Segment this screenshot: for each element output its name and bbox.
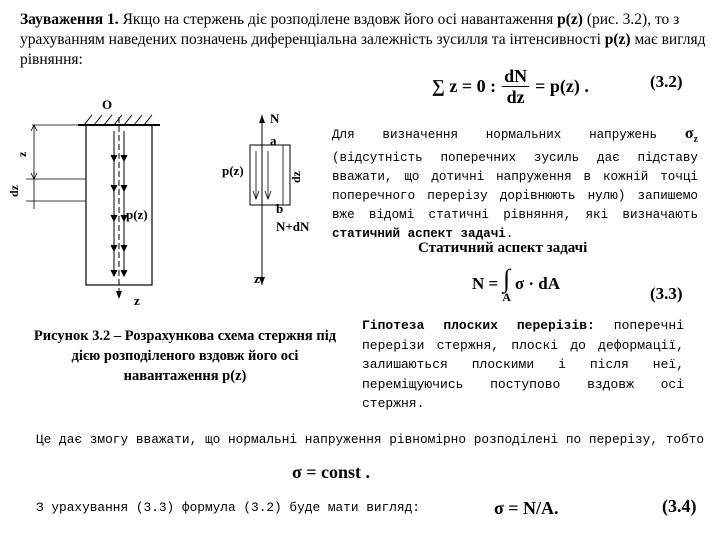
remark-lead: Зауваження 1. xyxy=(20,11,119,28)
eq33-label: (3.3) xyxy=(650,284,683,303)
equation-3-2 xyxy=(432,66,589,107)
intro-text-c: має вигляд рівняння: xyxy=(20,31,706,68)
stress-paragraph xyxy=(332,124,698,244)
label-a: a xyxy=(270,133,277,148)
eq32-denominator: dz xyxy=(506,87,525,107)
hypothesis-bold: Гіпотеза плоских перерізів: xyxy=(362,318,595,333)
eq33-integral xyxy=(502,266,511,302)
eq32-label: (3.2) xyxy=(650,72,683,91)
intro-text-a: Якщо на стержень діє розподілене вздовж його осі навантаження xyxy=(118,11,558,28)
intro-paragraph xyxy=(20,10,710,70)
figure-3-2 xyxy=(0,95,330,310)
static-aspect-heading: Статичний аспект задачі xyxy=(418,240,588,256)
label-dz-axis: dz xyxy=(7,185,21,197)
eq32-lhs: ∑ z = 0 : xyxy=(432,76,497,96)
label-dz-element: dz xyxy=(289,171,303,183)
eq33-lhs: N = xyxy=(472,274,499,293)
eq32-rhs: = p(z) . xyxy=(535,76,589,96)
stress-bold: статичний аспект задачі xyxy=(332,227,506,242)
intro-pz-1: p(z) xyxy=(557,11,583,28)
element-n-arrow-icon xyxy=(259,115,265,123)
label-pz-main: p(z) xyxy=(126,207,148,222)
label-b: b xyxy=(276,201,284,216)
formula-line: З урахування (3.3) формула (3.2) буде мати вигляд: xyxy=(36,500,420,515)
integral-icon: ∫ xyxy=(502,264,511,293)
label-z-right: z xyxy=(254,271,260,286)
label-pz-element: p(z) xyxy=(222,163,244,178)
sigma-subscript: z xyxy=(693,134,698,146)
sigma-na: σ = N/A. xyxy=(494,498,559,518)
stress-text-a: Для визначення нормальних напружень xyxy=(332,128,685,142)
label-z-axis: z xyxy=(15,151,29,157)
eq32-numerator: dN xyxy=(504,66,528,86)
intro-text-b: (рис. 3.2), то з урахуванням наведених позначень диференціальна залежність зусилля та інтенсивності xyxy=(20,11,680,48)
hypothesis-text: поперечні перерізи стержня, плоскі до деформації, залишаються плоскими і після неї, переміщуючись поступово вздовж осі стержня. xyxy=(362,318,685,411)
eq32-fraction xyxy=(502,66,529,107)
eq33-body: σ · dA xyxy=(514,274,561,293)
stress-end: . xyxy=(505,227,514,242)
equation-3-3 xyxy=(472,266,560,302)
sigma-const: σ = const . xyxy=(292,462,371,482)
label-n-top: N xyxy=(270,111,280,126)
element-z-arrow-icon xyxy=(259,277,265,285)
support-hatching xyxy=(84,115,152,125)
label-z-bottom: z xyxy=(134,293,140,308)
intro-pz-2: p(z) xyxy=(604,31,631,48)
figure-caption: Рисунок 3.2 – Розрахункова схема стержня під дією розподіленого вздовж його осі навантаження p(z) xyxy=(33,328,337,384)
hypothesis-paragraph xyxy=(362,316,684,414)
z-arrow-icon xyxy=(116,291,122,299)
stress-text-b: (відсутність поперечних зусиль дає підставу вважати, що дотичні напруження в кожній точці поперечного перерізу дорівнюють нулю) запишемо вже відомі статичні рівняння, які визначають xyxy=(332,151,698,223)
uniform-stress-line: Це дає змогу вважати, що нормальні напруження рівномірно розподілені по перерізу, тобто xyxy=(36,432,705,447)
label-n-dn: N+dN xyxy=(276,219,310,234)
label-origin: O xyxy=(102,97,113,112)
integral-limit: A xyxy=(502,290,511,304)
eq34-label: (3.4) xyxy=(662,496,697,516)
sigma-char: σ xyxy=(684,125,694,142)
sigma-symbol xyxy=(684,125,698,146)
